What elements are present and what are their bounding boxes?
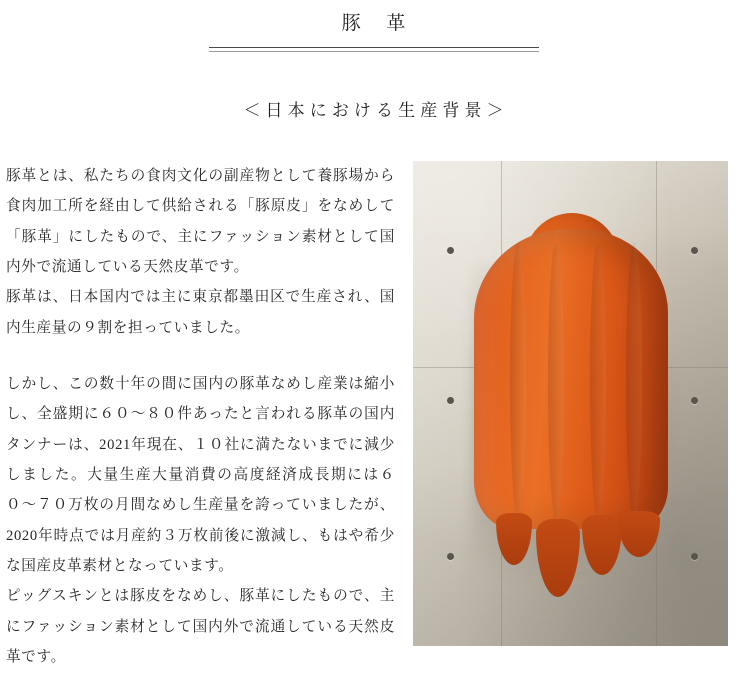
content-area [0,161,747,673]
paragraph-3: しかし、この数十年の間に国内の豚革なめし産業は縮小し、全盛期に６０〜８０件あったと言われる豚革の国内タンナーは、2021年現在、１０社に満たないまでに減少しました。大量生産大量消費の高度経済成長期には６０〜７０万枚の月間なめし生産量を誇っていましたが、2020年時点では月産約３万枚前後に激減し、もはや希少な国産皮革素材となっています。 [6,376,395,575]
section-subtitle: ＜日本における生産背景＞ [243,101,509,120]
paragraph-4: ピッグスキンとは豚皮をなめし、豚革にしたもので、主にファッション素材として国内外で流通している天然皮革です。 [6,588,395,666]
leather-fold-4 [626,243,642,519]
leather-fold-2 [548,243,564,519]
paragraph-2: 豚革は、日本国内では主に東京都墨田区で生産され、国内生産量の９割を担っていました。 [6,289,395,336]
title-divider [209,47,539,52]
wall-bolt-3 [447,553,454,560]
leather-fold-1 [510,243,526,519]
page-title: 豚 革 [341,13,416,34]
image-column [401,161,737,646]
paragraph-1: 豚革とは、私たちの食肉文化の副産物として養豚場から食肉加工所を経由して供給される「豚原皮」をなめして「豚革」にしたもので、主にファッション素材として国内外で流通している天然皮革です。 [6,168,395,276]
leather-fold-3 [590,243,606,519]
wall-bolt-6 [691,553,698,560]
pig-leather-photo [413,161,728,646]
divider-line-upper [209,47,539,48]
wall-bolt-4 [691,247,698,254]
text-column [6,161,401,673]
divider-line-lower [209,51,539,52]
wall-bolt-5 [691,397,698,404]
hanging-pig-leather [466,229,676,629]
wall-bolt-1 [447,247,454,254]
wall-bolt-2 [447,397,454,404]
